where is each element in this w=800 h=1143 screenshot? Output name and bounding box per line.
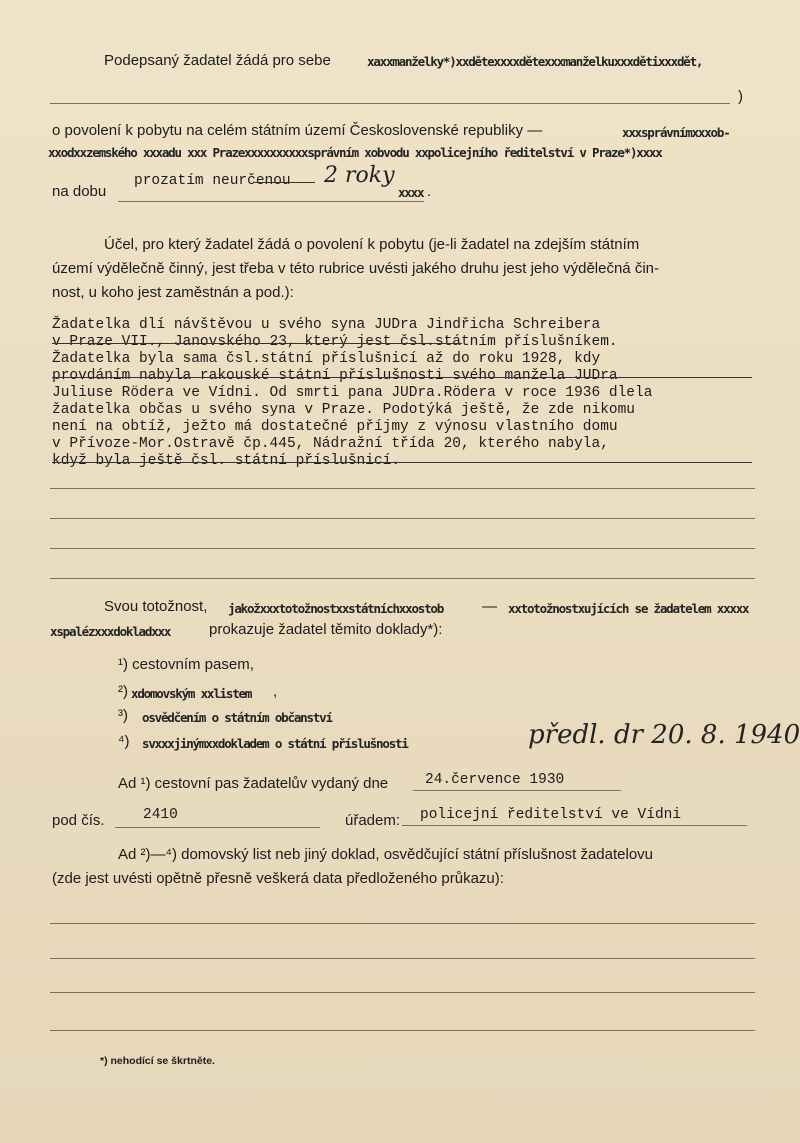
doc-option-2-prefix: ²) — [118, 683, 128, 700]
passport-date-line — [413, 790, 621, 791]
handwritten-note: předl. dr 20. 8. 1940 — [528, 720, 800, 750]
purpose-answer-line: Žadatelka byla sama čsl.státní příslušnicí až do roku 1928, kdy — [52, 351, 601, 367]
purpose-text-1: Účel, pro který žadatel žádá o povolení k pobytu (je-li žadatel na zdejším státním — [104, 236, 640, 253]
strike-mark — [255, 182, 315, 183]
domicile-text-1: Ad ²)—⁴) domovský list neb jiný doklad, osvědčující státní příslušnost žadatelovu — [118, 846, 654, 863]
blank-line — [50, 103, 730, 104]
purpose-answer-line: Žadatelka dlí návštěvou u svého syna JUDra Jindřicha Schreibera — [52, 317, 601, 333]
purpose-answer-line: Juliuse Rödera ve Vídni. Od smrti pana JUDra.Rödera v roce 1936 dlela — [52, 385, 653, 401]
struck-district-text-2: xxodxxzemského xxxadu xxx Prazexxxxxxxxxxsprávním xobvodu xxpolicejního ředitelství v Praze*)xxxx — [48, 145, 662, 160]
identity-label: Svou totožnost, — [104, 598, 208, 615]
blank-line — [50, 488, 755, 489]
blank-line — [50, 548, 755, 549]
blank-line — [50, 923, 755, 924]
authority-line — [402, 825, 747, 826]
struck-district-text: xxxsprávnímxxxob- — [622, 125, 730, 140]
struck-identity-text-2: xxtotožnostxujících se žadatelem xxxxx — [508, 601, 749, 616]
struck-doc-option-2: xdomovským xxlistem — [131, 686, 252, 701]
blank-line — [50, 958, 755, 959]
period-line — [118, 201, 424, 202]
doc-option-3-prefix: ³) — [118, 707, 128, 724]
purpose-answer-line: není na obtíž, ježto má dostatečné příjmy z výnosu vlastního domu — [52, 419, 618, 435]
domicile-text-2: (zde jest uvésti opětně přesně veškerá data předloženého průkazu): — [52, 870, 504, 887]
purpose-answer-line: v Přívoze-Mor.Ostravě čp.445, Nádražní třída 20, kterého nabyla, — [52, 436, 609, 452]
doc-option-1: ¹) cestovním pasem, — [118, 656, 254, 673]
struck-relatives-text: xaxxmanželky*)xxdětexxxxdětexxxmanželkuxxxdětixxxdět, — [367, 54, 703, 69]
authority-value: policejní ředitelství ve Vídni — [420, 807, 682, 823]
purpose-text-3: nost, u koho jest zaměstnán a pod.): — [52, 284, 294, 301]
blank-line — [50, 578, 755, 579]
struck-identity-text: jakožxxxtotožnostxxstátníchxxostob — [228, 601, 444, 616]
blank-line — [50, 1030, 755, 1031]
footnote: *) nehodící se škrtněte. — [100, 1055, 215, 1067]
handwritten-period: 2 roky — [324, 163, 395, 188]
purpose-answer-line: žadatelka občas u svého syna v Praze. Podotýká ještě, že zde nikomu — [52, 402, 635, 418]
purpose-answer-line: provdáním nabyla rakouské státní příslušnosti svého manžela JUDra — [52, 368, 618, 384]
strike-mark — [52, 377, 752, 378]
passport-date: 24.července 1930 — [425, 772, 565, 788]
struck-doc-option-4: svxxxjinýmxxdokladem o státní příslušnosti — [142, 736, 408, 751]
strike-mark — [52, 462, 752, 463]
struck-doc-option-3: osvědčením o státním občanství — [142, 710, 332, 725]
blank-line — [50, 518, 755, 519]
struck-suffix: xxxx — [398, 185, 424, 200]
strike-mark — [52, 343, 462, 344]
doc-option-2-comma: , — [273, 683, 278, 700]
period-label: na dobu — [52, 183, 107, 200]
permit-scope-text: o povolení k pobytu na celém státním území Československé republiky — — [52, 122, 543, 139]
passport-number-line — [115, 827, 320, 828]
applicant-requests-text: Podepsaný žadatel žádá pro sebe — [104, 52, 331, 69]
authority-label: úřadem: — [345, 812, 401, 829]
passport-number-label: pod čís. — [52, 812, 105, 829]
closing-paren: ) — [738, 88, 743, 105]
period-value: prozatím neurčenou — [134, 173, 291, 189]
passport-number: 2410 — [143, 807, 178, 823]
identity-proof-text: prokazuje žadatel těmito doklady*): — [209, 621, 443, 638]
purpose-answer-line: v Praze VII., Janovského 23, který jest čsl.státním příslušníkem. — [52, 334, 618, 350]
dash: — — [482, 598, 497, 615]
purpose-text-2: území výdělečně činný, jest třeba v této rubrice uvésti jakého druhu jest jeho výdělečná čin- — [52, 260, 659, 277]
doc-option-4-prefix: ⁴) — [118, 733, 130, 750]
struck-identity-text-3: xspalézxxxdokladxxx — [50, 624, 171, 639]
blank-line — [50, 992, 755, 993]
period-dot: . — [427, 183, 432, 200]
passport-label: Ad ¹) cestovní pas žadatelův vydaný dne — [118, 775, 389, 792]
purpose-answer-line: když byla ještě čsl. státní příslušnicí. — [52, 453, 401, 469]
